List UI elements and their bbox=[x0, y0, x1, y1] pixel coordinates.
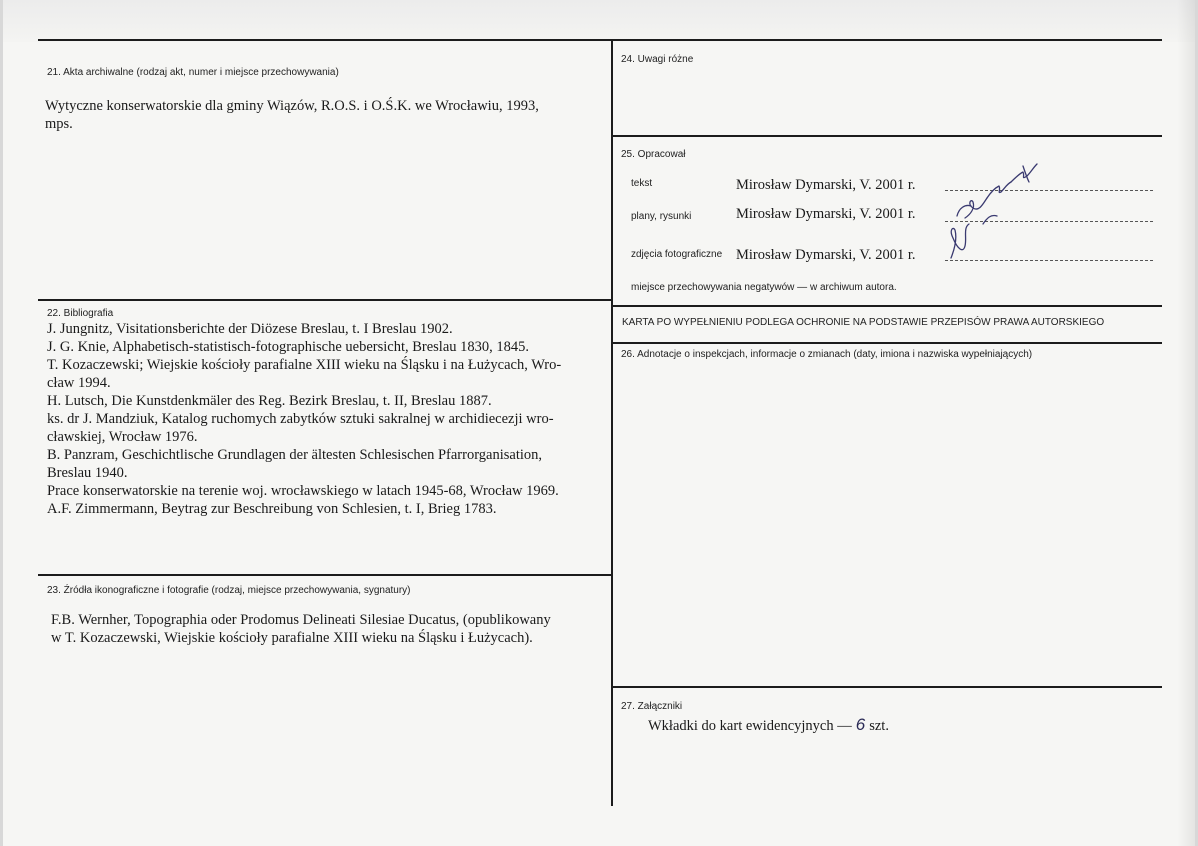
section-21-label: 21. Akta archiwalne (rodzaj akt, numer i miejsce przechowywania) bbox=[47, 67, 339, 78]
section-25-label: 25. Opracował bbox=[621, 149, 686, 160]
bibliography-line: H. Lutsch, Die Kunstdenkmäler des Reg. Bezirk Breslau, t. II, Breslau 1887. bbox=[47, 393, 492, 409]
section-21-text bbox=[45, 97, 539, 133]
bibliography-line: J. Jungnitz, Visitationsberichte der Diözese Breslau, t. I Breslau 1902. bbox=[47, 321, 453, 337]
section-21-line: mps. bbox=[45, 116, 73, 132]
section-23-label: 23. Źródła ikonograficzne i fotografie (rodzaj, miejsce przechowywania, sygnatury) bbox=[47, 585, 411, 596]
bibliography-line: J. G. Knie, Alphabetisch-statistisch-fotographische uebersicht, Breslau 1830, 1845. bbox=[47, 339, 530, 355]
rule-25-copyright bbox=[613, 305, 1162, 307]
author-row-label: plany, rysunki bbox=[631, 211, 692, 222]
section-22-bibliography bbox=[47, 320, 561, 518]
author-row-label: zdjęcia fotograficzne bbox=[631, 249, 723, 260]
author-row-value: Mirosław Dymarski, V. 2001 r. bbox=[736, 206, 916, 222]
rule-24-25 bbox=[613, 135, 1162, 137]
attachments-unit: szt. bbox=[869, 718, 889, 734]
rule-22-23 bbox=[38, 574, 613, 576]
section-23-line: F.B. Wernher, Topographia oder Prodomus Delineati Silesiae Ducatus, (opublikowany bbox=[51, 612, 551, 628]
attachments-count: 6 bbox=[855, 715, 866, 734]
author-row-value: Mirosław Dymarski, V. 2001 r. bbox=[736, 177, 916, 193]
bibliography-line: Breslau 1940. bbox=[47, 465, 128, 481]
handwritten-signature bbox=[943, 158, 1053, 268]
section-21-line: Wytyczne konserwatorskie dla gminy Wiązów, R.O.S. i O.Ś.K. we Wrocławiu, 1993, bbox=[45, 98, 539, 114]
rule-21-22 bbox=[38, 299, 613, 301]
negatives-storage-note: miejsce przechowywania negatywów — w archiwum autora. bbox=[631, 282, 897, 293]
attachments-text bbox=[648, 716, 889, 735]
bibliography-line: Prace konserwatorskie na terenie woj. wrocławskiego w latach 1945-68, Wrocław 1969. bbox=[47, 483, 559, 499]
bibliography-line: B. Panzram, Geschichtlische Grundlagen der ältesten Schlesischen Pfarrorganisation, bbox=[47, 447, 543, 463]
rule-top bbox=[38, 39, 1162, 41]
rule-26-27 bbox=[613, 686, 1162, 688]
section-24-label: 24. Uwagi różne bbox=[621, 54, 694, 65]
author-row-label: tekst bbox=[631, 178, 653, 189]
author-row-value: Mirosław Dymarski, V. 2001 r. bbox=[736, 247, 916, 263]
copyright-notice: KARTA PO WYPEŁNIENIU PODLEGA OCHRONIE NA PODSTAWIE PRZEPISÓW PRAWA AUTORSKIEGO bbox=[622, 317, 1105, 328]
rule-center-vertical bbox=[611, 39, 613, 806]
bibliography-line: ks. dr J. Mandziuk, Katalog ruchomych zabytków sztuki sakralnej w archidiecezji wro- bbox=[47, 411, 554, 427]
rule-copyright-26 bbox=[613, 342, 1162, 344]
bibliography-line: cławskiej, Wrocław 1976. bbox=[47, 429, 198, 445]
bibliography-line: cław 1994. bbox=[47, 375, 111, 391]
attachments-description: Wkładki do kart ewidencyjnych — bbox=[648, 718, 852, 734]
section-23-line: w T. Kozaczewski, Wiejskie kościoły parafialne XIII wieku na Śląsku i Łużycach). bbox=[51, 630, 533, 646]
bibliography-line: T. Kozaczewski; Wiejskie kościoły parafialne XIII wieku na Śląsku i na Łużycach, Wro- bbox=[47, 357, 562, 373]
section-26-label: 26. Adnotacje o inspekcjach, informacje o zmianach (daty, imiona i nazwiska wypełniających) bbox=[621, 349, 1033, 360]
record-card-sheet bbox=[3, 0, 1195, 846]
bibliography-line: A.F. Zimmermann, Beytrag zur Beschreibung von Schlesien, t. I, Brieg 1783. bbox=[47, 501, 497, 517]
section-22-label: 22. Bibliografia bbox=[47, 308, 114, 319]
section-27-label: 27. Załączniki bbox=[621, 701, 683, 712]
section-23-text bbox=[51, 611, 551, 647]
